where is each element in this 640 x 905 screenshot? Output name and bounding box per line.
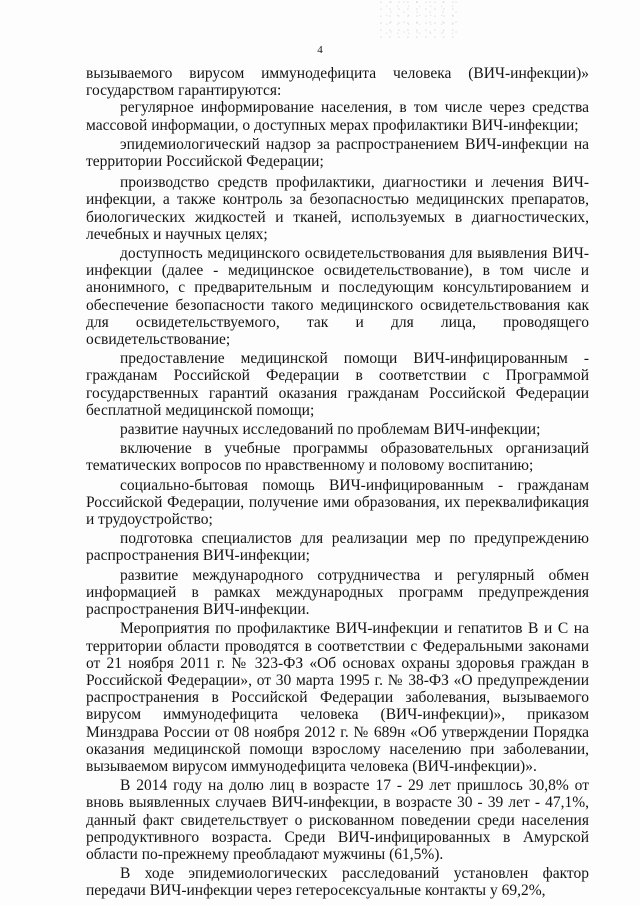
paragraph-item-surveillance: эпидемиологический надзор за распространением ВИЧ-инфекции на территории Российской Федерации; — [86, 135, 589, 171]
paragraph-item-research: развитие научных исследований по проблемам ВИЧ-инфекции; — [120, 421, 541, 439]
scan-noise — [380, 0, 460, 40]
document-body — [86, 65, 589, 900]
page-number: 4 — [317, 44, 323, 56]
paragraph-measures: Мероприятия по профилактике ВИЧ-инфекции и гепатитов В и С на территории области проводятся в соответствии с Федеральными законами от 21 ноября 2011 г. № 323-ФЗ «Об основах охраны здоровья граждан в Российской Федерации», от 30 марта 1995 г. № 38-ФЗ «О предупреждении распространения в Российской Федерации заболевания, вызываемого вирусом иммунодефицита человека (ВИЧ-инфекции)», приказом Минздрава России от 08 ноября 2012 г. № 689н «Об утверждении Порядка оказания медицинской помощи взрослому населению при заболевании, вызываемом вирусом иммунодефицита человека (ВИЧ-инфекции)». — [86, 620, 589, 775]
paragraph-item-informing: регулярное информирование населения, в том числе через средства массовой информации, о доступных мерах профилактики ВИЧ-инфекции; — [86, 99, 589, 134]
paragraph-transmission: В ходе эпидемиологических расследований установлен фактор передачи ВИЧ-инфекции через гетеросексуальные контакты у 69,2%, — [86, 865, 589, 900]
paragraph-item-medical-care: предоставление медицинской помощи ВИЧ-инфицированным - гражданам Российской Федерации в соответствии с Программой государственных гарантий оказания гражданам Российской Федерации бесплатной медицинской помощи; — [86, 350, 589, 419]
paragraph-item-examination: доступность медицинского освидетельствования для выявления ВИЧ-инфекции (далее - медицинское освидетельствование), в том числе и анонимного, с предварительным и последующим консультированием и обеспечение безопасности такого медицинского освидетельствования как для освидетельствуемого, так и для лица, проводящего освидетельствование; — [86, 245, 589, 349]
paragraph-intro: вызываемого вирусом иммунодефицита человека (ВИЧ-инфекции)» государством гарантируются: — [86, 65, 589, 100]
paragraph-item-social-help: социально-бытовая помощь ВИЧ-инфицированным - гражданам Российской Федерации, получение ими образования, их переквалификация и трудоустройство; — [86, 476, 589, 529]
paragraph-item-production: производство средств профилактики, диагностики и лечения ВИЧ-инфекции, а также контроль за безопасностью медицинских препаратов, биологических жидкостей и тканей, используемых в диагностических, лечебных и научных целях; — [86, 174, 589, 243]
paragraph-item-education: включение в учебные программы образовательных организаций тематических вопросов по нравственному и половому воспитанию; — [86, 440, 589, 475]
paragraph-item-training: подготовка специалистов для реализации мер по предупреждению распространения ВИЧ-инфекции; — [86, 530, 589, 565]
paragraph-statistics-2014: В 2014 году на долю лиц в возрасте 17 - 29 лет пришлось 30,8% от вновь выявленных случаев ВИЧ-инфекции, в возрасте 30 - 39 лет - 47,1%, данный факт свидетельствует о рискованном поведении среди населения репродуктивного возраста. Среди ВИЧ-инфицированных в Амурской области по-прежнему преобладают мужчины (61,5%). — [86, 777, 589, 863]
paragraph-item-cooperation: развитие международного сотрудничества и регулярный обмен информацией в рамках международных программ предупреждения распространения ВИЧ-инфекции. — [86, 566, 589, 619]
